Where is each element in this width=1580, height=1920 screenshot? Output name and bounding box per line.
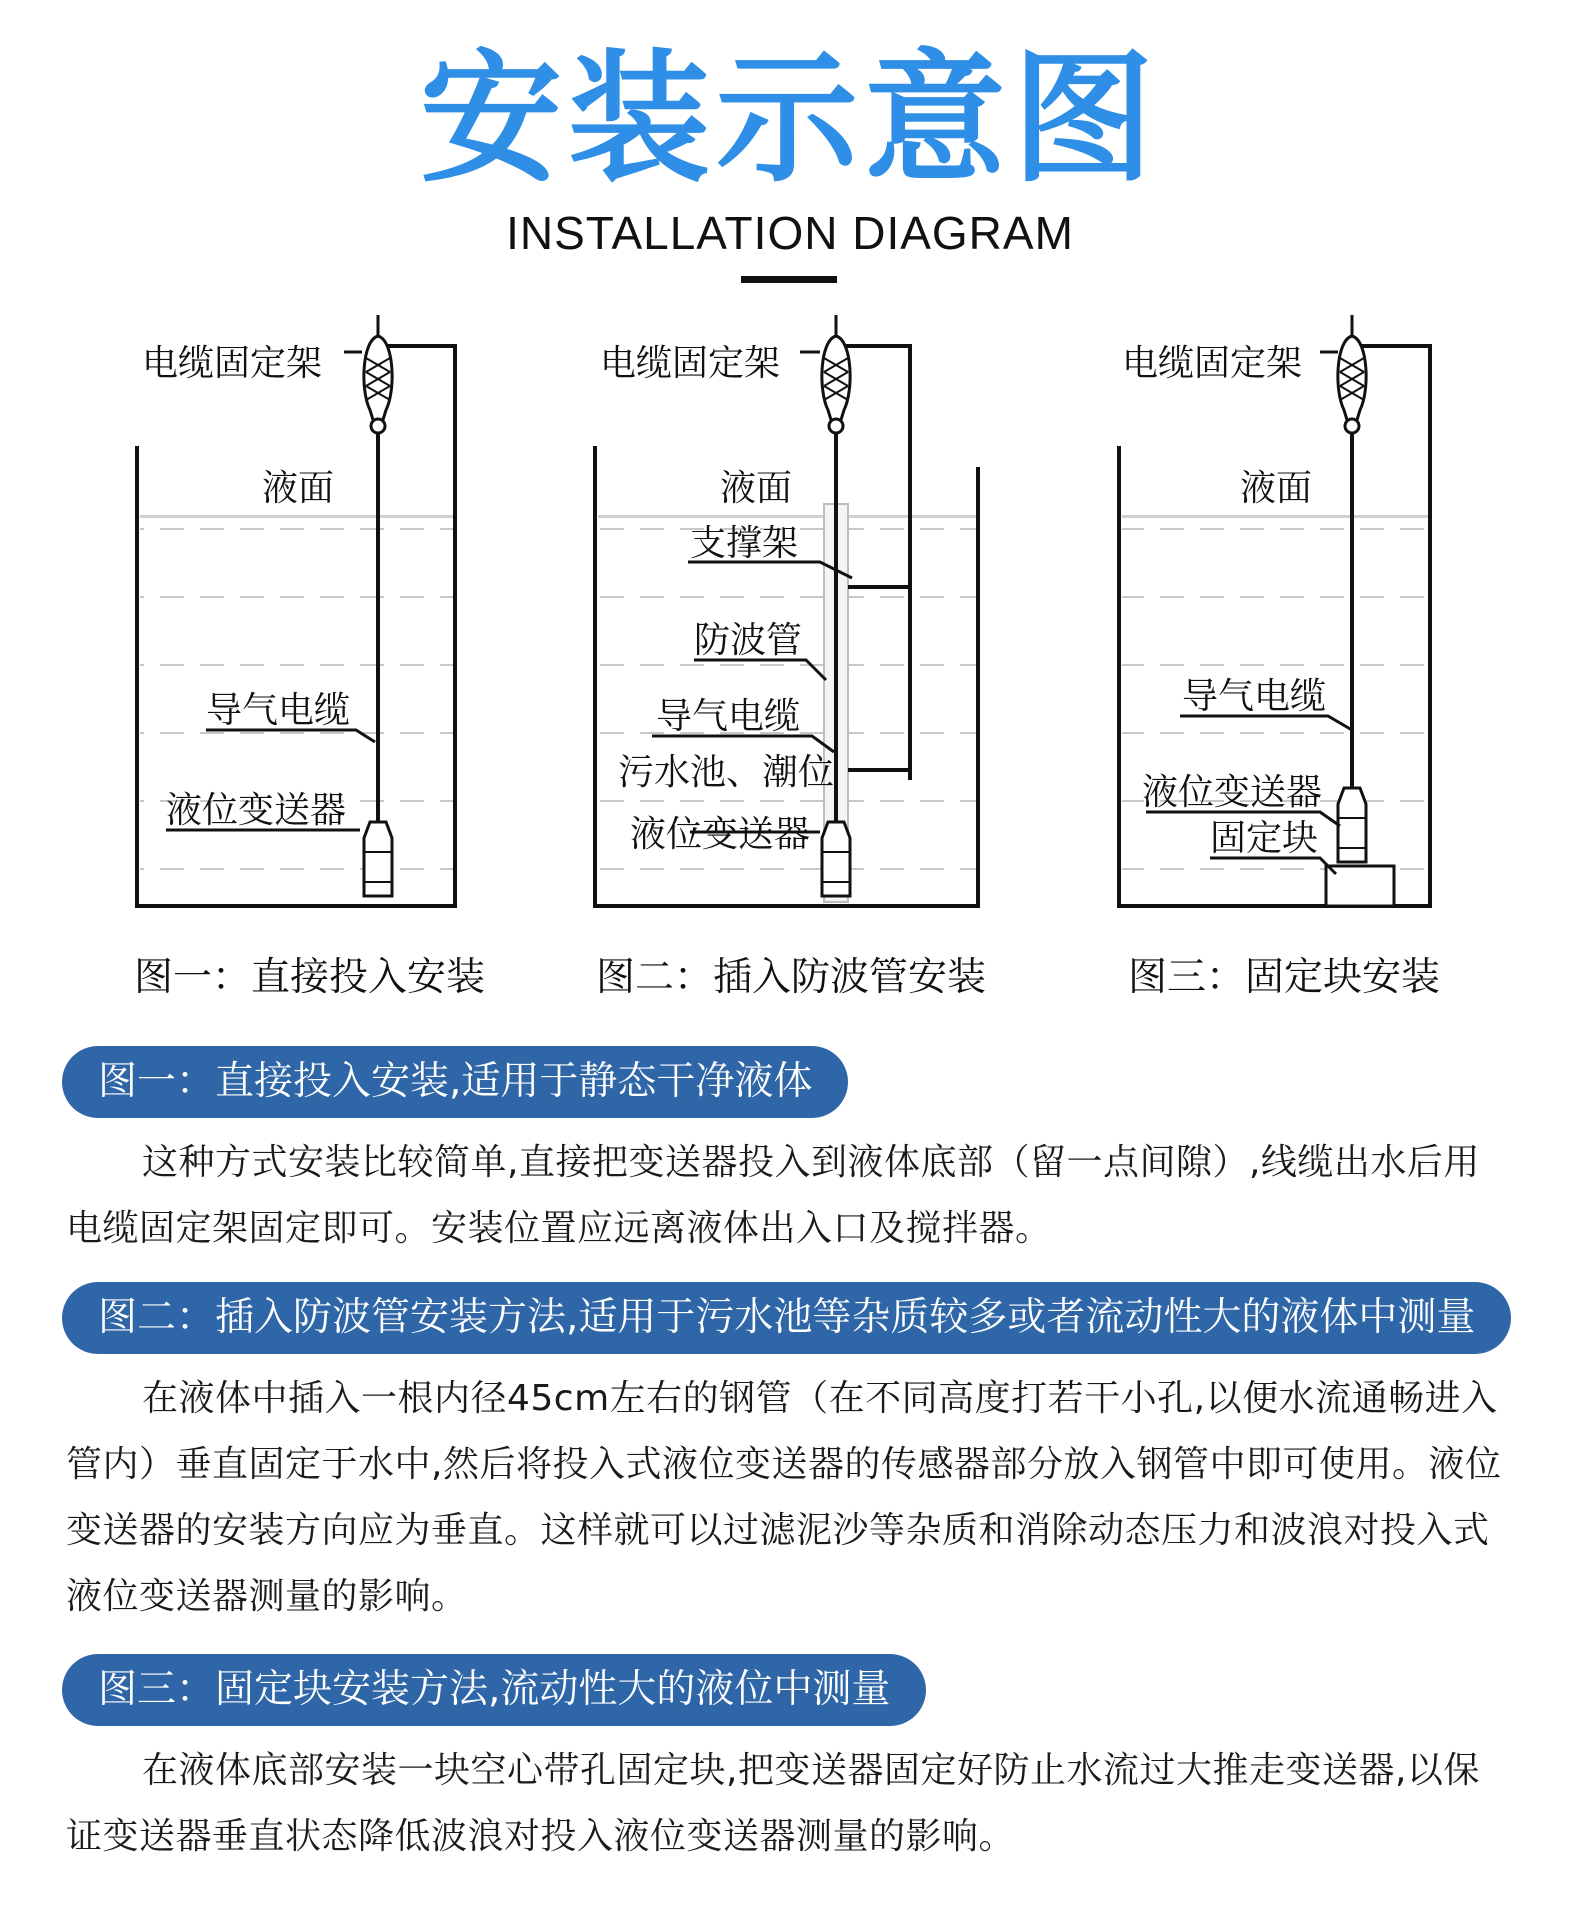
diagram-2-transmitter-sensor xyxy=(822,822,850,896)
diagram-1-label-transmitter: 液位变送器 xyxy=(166,790,347,831)
diagram-1-caption: 图一：直接投入安装 xyxy=(134,955,486,1000)
diagram-2-label-sewage: 污水池、潮位 xyxy=(618,752,835,793)
section-1-body: 这种方式安装比较简单,直接把变送器投入到液体底部（留一点间隙）,线缆出水后用电缆固定架固定即可。安装位置应远离液体出入口及搅拌器。 xyxy=(66,1142,1480,1249)
diagram-3-fixed-block xyxy=(1119,315,1430,906)
diagram-3-label-transmitter: 液位变送器 xyxy=(1142,772,1323,813)
diagram-2-label-support-frame: 支撑架 xyxy=(690,523,799,564)
section-2-heading: 图二：插入防波管安装方法,适用于污水池等杂质较多或者流动性大的液体中测量 xyxy=(62,1282,1511,1354)
diagram-3-fixed-block-shape xyxy=(1326,866,1394,906)
diagram-2-cable-holder xyxy=(822,315,850,436)
diagram-2-label-cable-holder: 电缆固定架 xyxy=(600,343,781,384)
diagram-2-label-liquid-surface: 液面 xyxy=(720,468,793,509)
page-title: 安装示意图 xyxy=(420,37,1160,202)
diagram-2-wave-pipe xyxy=(595,315,978,906)
diagram-3-label-liquid-surface: 液面 xyxy=(1240,468,1313,509)
installation-diagrams xyxy=(0,300,1580,940)
diagram-1-cable-holder xyxy=(364,315,392,436)
section-2-body: 在液体中插入一根内径45cm左右的钢管（在不同高度打若干小孔,以便水流通畅进入管内）垂直固定于水中,然后将投入式液位变送器的传感器部分放入钢管中即可使用。液位变送器的安装方向应为垂直。这样就可以过滤泥沙等杂质和消除动态压力和波浪对投入式液位变送器测量的影响。 xyxy=(66,1378,1502,1617)
diagram-1-label-vent-cable: 导气电缆 xyxy=(206,690,351,731)
title-divider xyxy=(741,276,837,283)
diagram-3-transmitter-sensor xyxy=(1338,788,1366,862)
diagram-1-label-cable-holder: 电缆固定架 xyxy=(142,343,323,384)
section-1-heading: 图一：直接投入安装,适用于静态干净液体 xyxy=(62,1046,848,1118)
page-subtitle: INSTALLATION DIAGRAM xyxy=(506,207,1074,259)
diagram-2-caption: 图二：插入防波管安装 xyxy=(596,955,987,1000)
diagram-1-transmitter-sensor xyxy=(364,822,392,896)
diagram-3-cable-holder xyxy=(1338,315,1366,436)
diagram-1-label-liquid-surface: 液面 xyxy=(262,468,335,509)
diagram-1-direct-drop xyxy=(137,315,455,906)
diagram-2-label-vent-cable: 导气电缆 xyxy=(656,696,801,737)
section-3-body: 在液体底部安装一块空心带孔固定块,把变送器固定好防止水流过大推走变送器,以保证变送器垂直状态降低波浪对投入液位变送器测量的影响。 xyxy=(66,1750,1480,1857)
diagram-3-label-fixed-block: 固定块 xyxy=(1210,818,1319,859)
diagram-3-label-vent-cable: 导气电缆 xyxy=(1182,676,1327,717)
diagram-2-label-wave-pipe: 防波管 xyxy=(694,620,803,661)
diagram-2-label-transmitter: 液位变送器 xyxy=(630,814,811,855)
diagram-3-caption: 图三：固定块安装 xyxy=(1128,955,1441,1000)
section-3-heading: 图三：固定块安装方法,流动性大的液位中测量 xyxy=(62,1654,926,1726)
diagram-3-label-cable-holder: 电缆固定架 xyxy=(1122,343,1303,384)
